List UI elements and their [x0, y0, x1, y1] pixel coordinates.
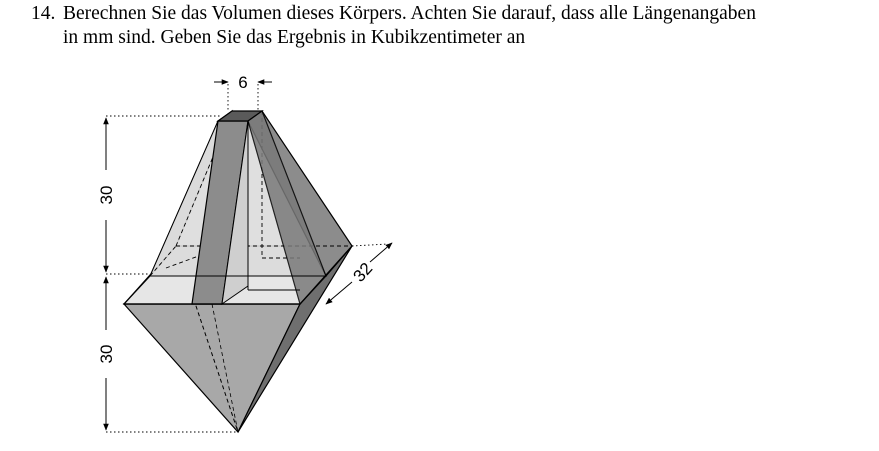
dimension-base-side-label: 32 — [349, 258, 377, 286]
question-number: 14. — [31, 3, 56, 24]
dimension-top-width — [214, 73, 272, 92]
dimension-upper-height — [97, 118, 116, 272]
dimension-upper-height-label: 30 — [97, 185, 116, 205]
dimension-lower-height-label: 30 — [97, 344, 116, 364]
dimension-top-width-label: 6 — [238, 73, 248, 92]
question-line-1-text: Berechnen Sie das Volumen dieses Körpers. Achten Sie darauf, dass alle Längenangaben — [63, 3, 756, 24]
dimension-lower-height — [97, 277, 116, 430]
question-line-2: in mm sind. Geben Sie das Ergebnis in Kubikzentimeter an — [63, 27, 526, 48]
